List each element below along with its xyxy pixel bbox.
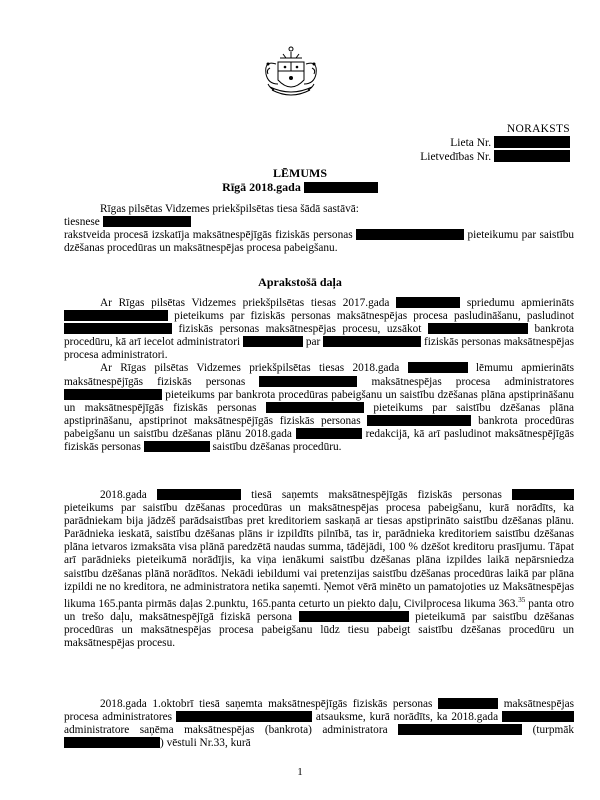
- redaction: [296, 428, 362, 439]
- p1-text-e: bankrota procedūru, kā arī iecelot administratori: [64, 323, 574, 349]
- redaction: [356, 229, 464, 240]
- p1-text-c: pieteikums par fiziskās personas maksātnespējas procesa pasludināšanu, pasludinot: [174, 310, 575, 323]
- p1-text-f: par: [305, 336, 321, 349]
- place-date-text: Rīgā 2018.gada: [222, 180, 301, 194]
- p1-text-b: spriedumu apmierināts: [466, 297, 574, 309]
- p1-text-d: fiziskās personas maksātnespējas procesu, uzsākot: [178, 323, 422, 336]
- redaction: [398, 724, 522, 735]
- place-date: [0, 180, 600, 195]
- p4-text-e: (turpmāk: [532, 724, 574, 737]
- p2-text-f: bankrota procedūras pabeigšanu un saistību dzēšanas plānu 2018.gada: [64, 414, 575, 440]
- p3-text-d: panta otro un trešo daļu, maksātnespējīgā fiziskā persona: [64, 597, 574, 623]
- redaction: [64, 737, 160, 748]
- case-description-b: pieteikumu par saistību dzēšanas procedūras un maksātnespējas procesa pabeigšanu.: [64, 229, 575, 255]
- p4-text-d: administratore saņēma maksātnespējas (bankrota) administratora: [64, 724, 388, 737]
- redaction: [243, 336, 303, 347]
- redaction: [512, 489, 574, 500]
- p2-text-a: Ar Rīgas pilsētas Vidzemes priekšpilsētas tiesas 2018.gada: [100, 362, 400, 375]
- redaction: [64, 310, 168, 321]
- paragraph-3: [64, 489, 574, 650]
- redaction: [266, 402, 364, 413]
- redaction: [176, 711, 312, 722]
- p1-text-g: fiziskās personas maksātnespējas procesa administratori.: [64, 336, 574, 362]
- lieta-label: Lieta Nr.: [450, 137, 492, 149]
- redaction: [157, 489, 241, 500]
- p3-text-a: 2018.gada: [100, 489, 147, 501]
- p3-text-b: tiesā saņemts maksātnespējīgās fiziskās personas: [251, 489, 502, 501]
- redaction: [408, 362, 468, 373]
- redaction: [304, 182, 378, 193]
- p3-superscript: 35: [518, 595, 526, 604]
- case-description: [64, 229, 574, 255]
- p4-text-f: ) vēstuli Nr.33, kurā: [160, 737, 251, 750]
- p4-text-c: atsauksme, kurā norādīts, ka 2018.gada: [315, 711, 499, 724]
- p2-text-d: pieteikums par bankrota procedūras pabeigšanu un saistību dzēšanas plāna apstiprināšanu un maksātnespējīgās fiziskās personas: [64, 388, 574, 414]
- redaction: [259, 376, 357, 387]
- p2-text-g: redakcijā, kā arī pasludinot maksātnespējīgās fiziskās personas: [64, 427, 574, 454]
- redaction: [367, 415, 471, 426]
- p3-text-c: pieteikums par saistību dzēšanas procedūras un maksātnespējas procesa pabeigšanu, kurā norādīts, ka parādniekam bija jādzēš parādsaistības pret kreditoriem saskaņā ar tiesas apstiprināto saistību dzēšanas plānu. Parādnieka ieskatā, saistību dzēšanas plāns ir izpildīts pilnībā, tas ir, parādnieka kreditoriem saistību dzēšanas plāna ietvaros izmaksāta visa plānā paredzētā naudas summa, tādējādi, 100 % dzēšot kreditoru prasījumu. Tāpat arī parādnieks pieteikumā norādījis, ka viņa ienākumi saistību dzēšanas plāna izpildes laikā nepārsniedza saistību dzēšanas plānā norādītos. Nekādi iebildumi vai pretenzijas saistību dzēšanas procedūras laikā par plāna izpildi ne no kreditora, ne administratora netika saņemti. Ņemot vērā minēto un pamatojoties uz Maksātnespējas likuma 165.panta pirmās daļas 2.punktu, 165.panta ceturto un piekto daļu, Civilprocesa likuma 363.: [64, 502, 574, 610]
- intro-section: [64, 203, 574, 255]
- redaction: [64, 323, 172, 334]
- p4-text-b: maksātnespējas procesa administratores: [64, 698, 575, 724]
- p2-text-b: lēmumu apmierināts maksātnespējīgās fiziskās personas: [64, 362, 574, 388]
- p1-text-a: Ar Rīgas pilsētas Vidzemes priekšpilsētas tiesas 2017.gada: [100, 297, 390, 309]
- lietvedibas-label: Lietvedības Nr.: [420, 151, 492, 163]
- page-number: 1: [297, 766, 303, 778]
- p2-text-c: maksātnespējas procesa administratores: [371, 375, 575, 388]
- redaction: [64, 389, 162, 400]
- p3-text-e: pieteikumā par saistību dzēšanas procedūras un maksātnespējas procesa pabeigšanu lūdz tiesu pabeigt saistību dzēšanas procedūru un maksātnespējas procesu.: [64, 610, 574, 649]
- redaction: [299, 611, 409, 622]
- redaction: [502, 711, 574, 722]
- judge-label: tiesnese: [64, 216, 100, 229]
- judge-line: [64, 216, 574, 229]
- case-description-a: rakstveida procesā izskatīja maksātnespējīgās fiziskās personas: [64, 229, 353, 242]
- redaction: [438, 698, 498, 709]
- redaction: [103, 216, 191, 227]
- p2-text-h: saistību dzēšanas procedūru.: [212, 441, 342, 454]
- court-composition: Rīgas pilsētas Vidzemes priekšpilsētas tiesa šādā sastāvā:: [100, 203, 359, 215]
- case-header: [420, 122, 570, 164]
- paragraph-4: [64, 698, 574, 750]
- coat-of-arms-emblem: [258, 40, 324, 104]
- redaction: [323, 336, 421, 347]
- redaction: [428, 323, 528, 334]
- redaction: [396, 297, 460, 308]
- p4-text-a: 2018.gada 1.oktobrī tiesā saņemta maksātnespējīgās fiziskās personas: [100, 698, 433, 710]
- document-title: LĒMUMS: [273, 166, 327, 180]
- p2-text-e: pieteikums par saistību dzēšanas plāna apstiprināšanu, apstiprinot maksātnespējīgās fiziskās personas: [64, 401, 574, 427]
- redaction: [494, 150, 570, 162]
- redaction: [494, 136, 570, 148]
- norakts-label: NORAKSTS: [506, 123, 570, 135]
- section-title: Aprakstošā daļa: [258, 275, 342, 289]
- redaction: [144, 441, 210, 452]
- paragraph-1: [64, 297, 574, 454]
